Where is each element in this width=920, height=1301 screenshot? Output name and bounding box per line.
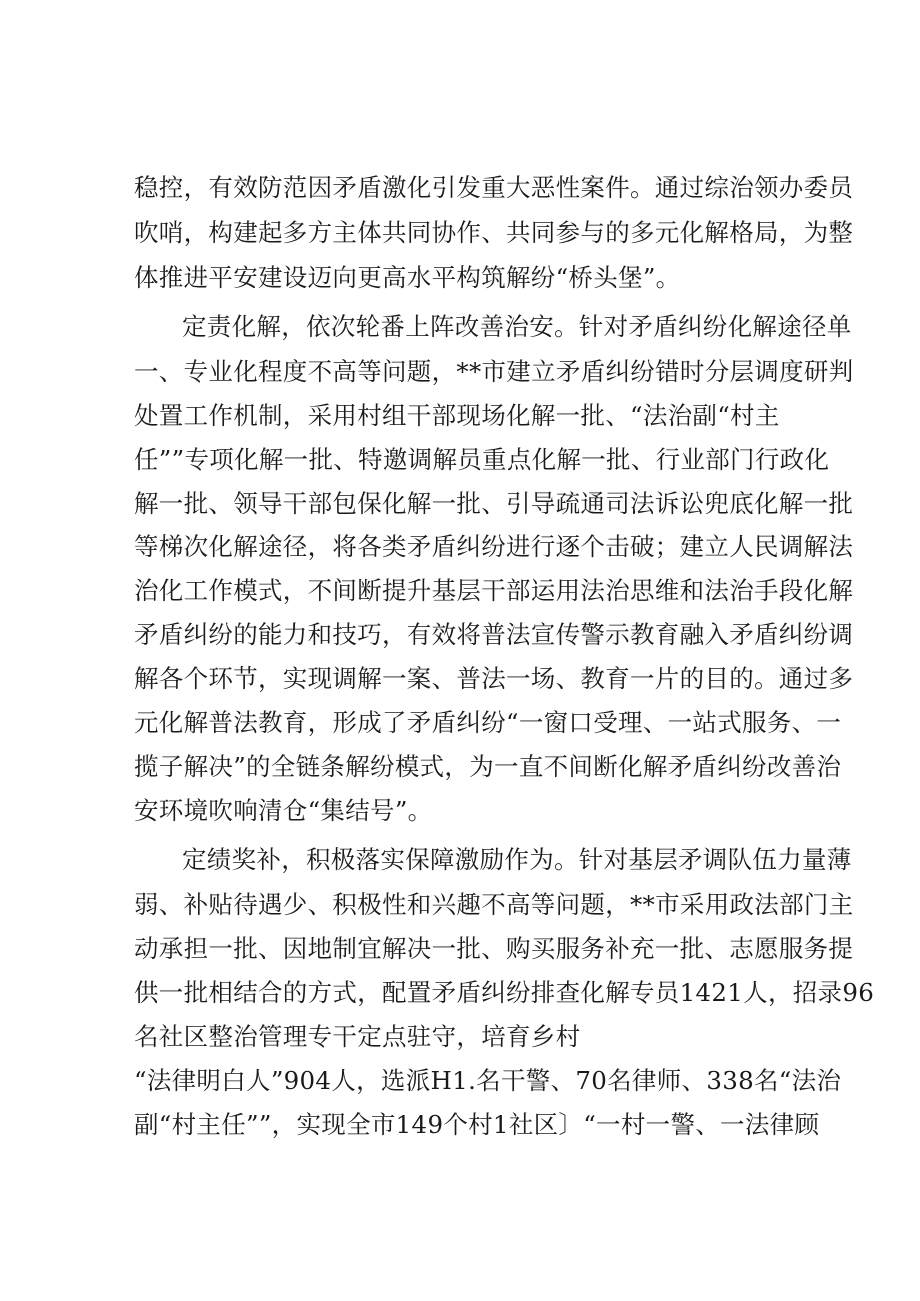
paragraph-2-line-6: 等梯次化解途径，将各类矛盾纠纷进行逐个击破；建立人民调解法 — [134, 532, 854, 561]
paragraph-2-line-5: 解一批、领导干部包保化解一批、引导疏通司法诉讼兜底化解一批 — [134, 489, 854, 518]
paragraph-3-line-6: “法律明白人”904人，选派H1.名干警、70名律师、338名“法治 — [134, 1066, 842, 1095]
paragraph-3-line-2: 弱、补贴待遇少、积极性和兴趣不高等问题，**市采用政法部门主 — [134, 890, 854, 919]
paragraph-2-line-1: 定责化解，依次轮番上阵改善治安。针对矛盾纠纷化解途径单 — [182, 312, 852, 341]
paragraph-2-line-8: 矛盾纠纷的能力和技巧，有效将普法宣传警示教育融入矛盾纠纷调 — [134, 620, 854, 649]
paragraph-2-line-7: 治化工作模式，不间断提升基层干部运用法治思维和法治手段化解 — [134, 576, 854, 605]
paragraph-3-line-3: 动承担一批、因地制宜解决一批、购买服务补充一批、志愿服务提 — [134, 934, 854, 963]
paragraph-3-line-4: 供一批相结合的方式，配置矛盾纠纷排查化解专员1421人，招录96 — [134, 978, 875, 1007]
paragraph-3-line-5: 名社区整治管理专干定点驻守，培育乡村 — [134, 1022, 581, 1051]
paragraph-1-line-3: 体推进平安建设迈向更高水平构筑解纷“桥头堡”。 — [134, 263, 681, 292]
paragraph-2-line-10: 元化解普法教育，形成了矛盾纠纷“一窗口受理、一站式服务、一 — [134, 708, 842, 737]
paragraph-3-line-7: 副“村主任””，实现全市149个村1社区〕“一村一警、一法律顾 — [134, 1110, 820, 1139]
paragraph-2-line-12: 安环境吹响清仓“集结号”。 — [134, 796, 433, 825]
paragraph-1-line-1: 稳控，有效防范因矛盾激化引发重大恶性案件。通过综治领办委员 — [134, 173, 854, 202]
paragraph-2-line-11: 揽子解决”的全链条解纷模式，为一直不间断化解矛盾纠纷改善治 — [134, 752, 842, 781]
paragraph-1-line-2: 吹哨，构建起多方主体共同协作、共同参与的多元化解格局，为整 — [134, 218, 854, 247]
paragraph-3-line-1: 定绩奖补，积极落实保障激励作为。针对基层矛调队伍力量薄 — [182, 845, 852, 874]
paragraph-2-line-9: 解各个环节，实现调解一案、普法一场、教育一片的目的。通过多 — [134, 664, 854, 693]
paragraph-2-line-2: 一、专业化程度不高等问题，**市建立矛盾纠纷错时分层调度研判 — [134, 357, 854, 386]
paragraph-2-line-4: 任””专项化解一批、特邀调解员重点化解一批、行业部门行政化 — [134, 445, 830, 474]
paragraph-2-line-3: 处置工作机制，采用村组干部现场化解一批、“法治副“村主 — [134, 401, 780, 430]
